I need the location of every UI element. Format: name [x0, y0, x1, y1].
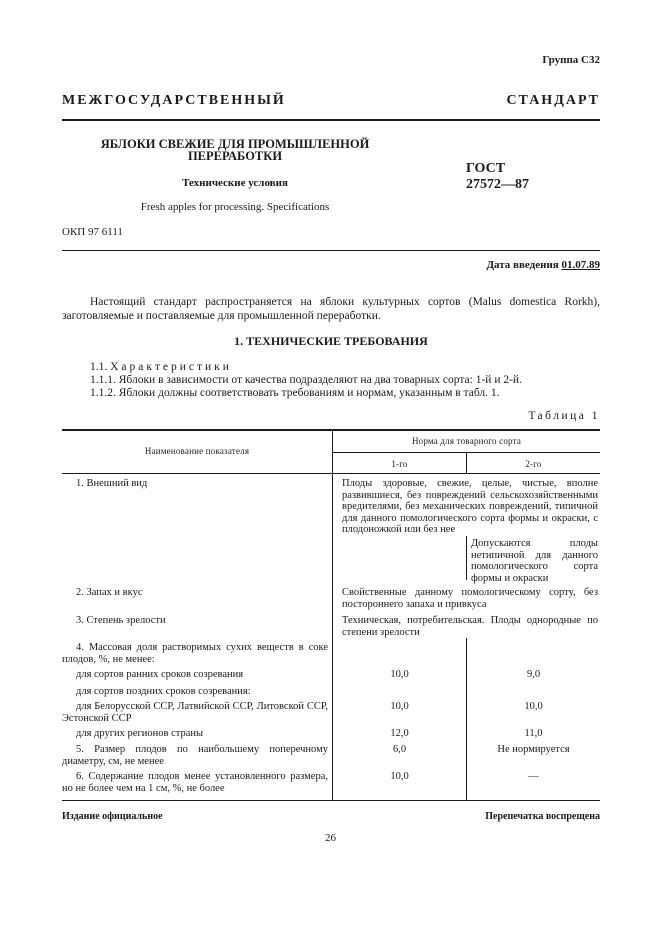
table-col-divider-2-r1 [466, 536, 467, 580]
row4c-grade1: 10,0 [390, 701, 409, 712]
document-title-line2: ПЕРЕРАБОТКИ [187, 149, 283, 163]
okp-code: ОКП 97 6111 [62, 226, 123, 238]
introduction-date [300, 259, 600, 271]
clause-1-1-1: 1.1.1. Яблоки в зависимости от качества подразделяют на два товарных сорта: 1-й и 2-й. [90, 374, 522, 386]
row1-common-norm: Плоды здоровые, свежие, целые, чистые, вполне развившиеся, без повреждений сельскохозяйственными вредителями, без механических повреждений, типичной для данного помологического сорта формы и окраски, с плодоножкой или без нее [342, 478, 598, 535]
row4c-grade2: 10,0 [524, 701, 543, 712]
table-top-rule [62, 429, 600, 431]
row4d-grade1: 12,0 [390, 728, 409, 739]
row6-name: 6. Содержание плодов менее установленного размера, но не более чем на 1 см, %, не более [62, 771, 328, 794]
standard-type-heading: МЕЖГОСУДАРСТВЕННЫЙ СТАНДАРТ [62, 93, 600, 108]
page-number: 26 [325, 832, 336, 844]
row4c-name: для Белорусской ССР, Латвийской ССР, Литовской ССР, Эстонской ССР [62, 701, 328, 724]
row4d-name: для других регионов страны [76, 728, 204, 739]
clause-1-1-2: 1.1.2. Яблоки должны соответствовать требованиям и нормам, указанным в табл. 1. [90, 387, 500, 399]
document-title-line1: ЯБЛОКИ СВЕЖИЕ ДЛЯ ПРОМЫШЛЕННОЙ [100, 137, 370, 151]
reprint-prohibited-note: Перепечатка воспрещена [485, 811, 600, 822]
section-title: 1. ТЕХНИЧЕСКИЕ ТРЕБОВАНИЯ [234, 334, 428, 348]
head-indicator: Наименование показателя [144, 446, 250, 456]
group-code: Группа С32 [542, 54, 600, 66]
row5-grade1: 6,0 [392, 744, 407, 755]
row1-name: 1. Внешний вид [76, 478, 148, 489]
row2-common-norm: Свойственные данному помологическому сорту, без постороннего запаха и привкуса [342, 587, 598, 610]
row5-name: 5. Размер плодов по наибольшему поперечному диаметру, см, не менее [62, 744, 328, 767]
top-divider [62, 119, 600, 121]
table-header-rule [62, 473, 600, 474]
row1-grade2-norm: Допускаются плоды нетипичной для данного помологического сорта формы и окраски [471, 538, 598, 584]
introduction-date-value: 01.07.89 [561, 259, 600, 271]
row4b-name: для сортов поздних сроков созревания: [76, 686, 251, 697]
row4d-grade2: 11,0 [524, 728, 543, 739]
row2-name: 2. Запах и вкус [76, 587, 143, 598]
gost-number: 27572—87 [466, 177, 529, 192]
clause-1-1: 1.1. Характеристики [90, 361, 232, 373]
row6-grade2: — [528, 771, 539, 782]
row4a-grade2: 9,0 [526, 669, 541, 680]
gost-label: ГОСТ [466, 161, 506, 176]
table-caption: Таблица 1 [528, 410, 600, 422]
intro-paragraph: Настоящий стандарт распространяется на яблоки культурных сортов (Malus domestica Rorkh), заготовляемые и поставляемые для промышленной переработки. [62, 296, 600, 322]
official-edition-note: Издание официальное [62, 811, 163, 822]
row4a-grade1: 10,0 [390, 669, 409, 680]
middle-divider [62, 250, 600, 251]
row3-common-norm: Техническая, потребительская. Плоды однородные по степени зрелости [342, 615, 598, 638]
table-bottom-rule [62, 800, 600, 801]
requirements-table [62, 429, 600, 801]
english-title: Fresh apples for processing. Specifications [140, 201, 330, 213]
document-title [70, 138, 400, 162]
head-grade2: 2-го [525, 459, 542, 469]
row4-name: 4. Массовая доля растворимых сухих веществ в соке плодов, %, не менее: [62, 642, 328, 665]
document-subtitle: Технические условия [182, 177, 288, 189]
row4a-name: для сортов ранних сроков созревания [76, 669, 244, 680]
row6-grade1: 10,0 [390, 771, 409, 782]
row5-grade2: Не нормируется [497, 744, 570, 755]
row3-name: 3. Степень зрелости [76, 615, 166, 626]
head-grade1: 1-го [391, 459, 408, 469]
head-norm: Норма для товарного сорта [411, 436, 522, 446]
introduction-date-label: Дата введения [486, 259, 559, 271]
